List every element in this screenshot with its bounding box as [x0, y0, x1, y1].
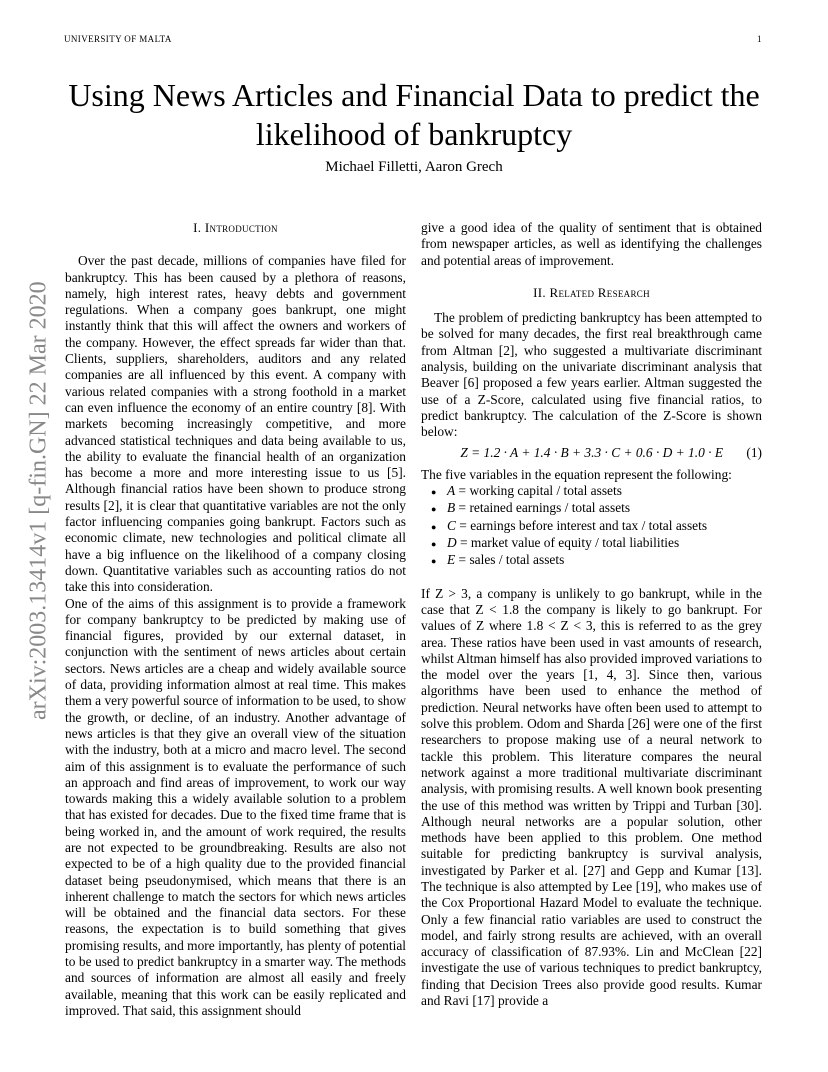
section-heading-related-research — [421, 285, 762, 302]
intro-paragraph-1: Over the past decade, millions of companies have filed for bankruptcy. This has been caused by a plethora of reasons, namely, high interest rates, heavy debts and government regulations. When a company goes bankrupt, one might instantly think that this will affect the owners and workers of the company. However, the effect spreads far wider than that. Clients, suppliers, shareholders, auditors and any related companies are all influenced by this event. A company with various related companies with a strong foothold in a market can even influence the economy of an entire country [8]. With markets becoming increasingly competitive, and more advanced statistical techniques and data being available to us, the ability to evaluate the financial health of an organization has become a more and more interesting issue to us [5]. Although financial ratios have been shown to produce strong results [2], it is clear that quantitative variables are not the only factor influencing companies going bankrupt. Factors such as economic climate, new technologies and political climate all have a big influence on the likelihood of a company closing down. Quantitative variables such as accounting ratios do not take this into consideration. — [65, 253, 406, 595]
variable-symbol: D — [447, 535, 457, 551]
arxiv-stamp-text: arXiv:2003.13414v1 [q-fin.GN] 22 Mar 2020 — [25, 281, 52, 721]
related-paragraph-2: If Z > 3, a company is unlikely to go bankrupt, while in the case that Z < 1.8 the company is likely to go bankrupt. For values of Z where 1.8 < Z < 3, this is referred to as the grey area. These ratios have been used in vast amounts of research, whilst Altman himself has also provided improved variations to the model over the years [1, 4, 3]. Since then, various algorithms have been used to enhance the method of prediction. Neural networks have often been used to attempt to solve this problem. Odom and Sharda [26] were one of the first researchers to propose making use of a neural network to tackle this problem. This literature compares the neural network against a more traditional multivariate discriminant analysis, with promising results. A well known book presenting the use of this method was written by Trippi and Turban [30]. Although neural networks are a popular solution, other methods have been applied to this problem. One method suitable for predicting bankruptcy is survival analysis, investigated by Parker et al. [27] and Gepp and Kumar [13]. The technique is also attempted by Lee [19], who makes use of the Cox Proportional Hazard Model to evaluate the technique. Only a few financial ratio variables are used to construct the model, and fairly strong results are achieved, with an overall accuracy of classification of 87.93%. Lin and McClean [22] investigate the use of various techniques to predict bankruptcy, finding that Decision Trees also provide good results. Kumar and Ravi [17] provide a — [421, 585, 762, 1009]
spacer — [421, 570, 762, 586]
related-paragraph-1: The problem of predicting bankruptcy has been attempted to be solved for many decades, the first real breakthrough came from Altman [2], who suggested a multivariate discriminant analysis, building on the univariate discriminant analysis that Beaver [6] proposed a few years earlier. Altman suggested the use of a Z-Score, calculated using five financial ratios, to predict bankruptcy. The calculation of the Z-Score is shown below: — [421, 310, 762, 440]
running-header: UNIVERSITY OF MALTA — [64, 34, 172, 44]
bullet-icon: ● — [431, 539, 437, 550]
right-column — [421, 220, 762, 1009]
variable-symbol: E — [447, 552, 456, 568]
arxiv-stamp — [19, 270, 59, 732]
bullet-icon: ● — [431, 504, 437, 515]
list-item — [431, 535, 762, 552]
section-heading-text: II. Related Research — [533, 284, 650, 300]
list-item — [431, 483, 762, 500]
section-heading-introduction — [65, 220, 406, 237]
variables-list — [431, 483, 762, 569]
bullet-icon: ● — [431, 556, 437, 567]
intro-paragraph-continued: give a good idea of the quality of sentiment that is obtained from newspaper articles, as well as identifying the challenges and potential areas of improvement. — [421, 220, 762, 268]
variable-definition: = earnings before interest and tax / total assets — [459, 517, 708, 533]
intro-paragraph-2: One of the aims of this assignment is to provide a framework for company bankruptcy to be predicted by making use of financial figures, provided by our external dataset, in conjunction with the sentiment of news articles about certain sectors. News articles are a cheap and widely available source of data, providing information almost at real time. This makes them a very powerful source of information to be used, to show the growth, or decline, of an industry. Another advantage of news articles is that they give an overall view of the situation with the industry, both at a micro and macro level. The second aim of this assignment is to evaluate the performance of such an approach and find areas of improvement, to work our way towards making this a widely available solution to a problem that has existed for decades. Due to the fixed time frame that is being worked in, and the amount of work required, the results are not expected to be groundbreaking. Results are also not expected to be of a high quality due to the provided financial dataset being pseudonymised, which means that there is an inherent challenge to match the sectors for which news articles will be obtained and the financial data sectors. For these reasons, the expectation is to build something that gives promising results, and more importantly, has plenty of potential to be used to predict bankruptcy in a smarter way. The methods and sources of information are almost all easily and freely available, meaning that this work can be easily replicated and improved. That said, this assignment should — [65, 595, 406, 1018]
variable-definition: = sales / total assets — [458, 552, 565, 568]
spacer — [421, 269, 762, 285]
list-item — [431, 500, 762, 517]
bullet-icon: ● — [431, 521, 437, 532]
bullet-icon: ● — [431, 487, 437, 498]
paper-title: Using News Articles and Financial Data to predict the likelihood of bankruptcy — [68, 77, 760, 152]
variable-symbol: B — [447, 500, 456, 516]
spacer — [65, 237, 406, 253]
variable-symbol: C — [447, 517, 456, 533]
left-column — [65, 220, 406, 1019]
variable-definition: = market value of equity / total liabilities — [460, 535, 680, 551]
authors: Michael Filletti, Aaron Grech — [325, 159, 503, 175]
equation-body: Z = 1.2 · A + 1.4 · B + 3.3 · C + 0.6 · D + 1.0 · E — [460, 444, 724, 460]
equation-number: (1) — [746, 444, 762, 460]
variable-definition: = retained earnings / total assets — [458, 500, 631, 516]
list-item — [431, 518, 762, 535]
variables-intro: The five variables in the equation represent the following: — [421, 466, 732, 482]
spacer — [421, 302, 762, 310]
z-score-equation — [421, 445, 762, 461]
list-item — [431, 552, 762, 569]
page-number: 1 — [757, 34, 762, 44]
section-heading-text: I. Introduction — [193, 220, 278, 235]
variable-symbol: A — [447, 483, 456, 499]
variable-definition: = working capital / total assets — [458, 483, 622, 499]
